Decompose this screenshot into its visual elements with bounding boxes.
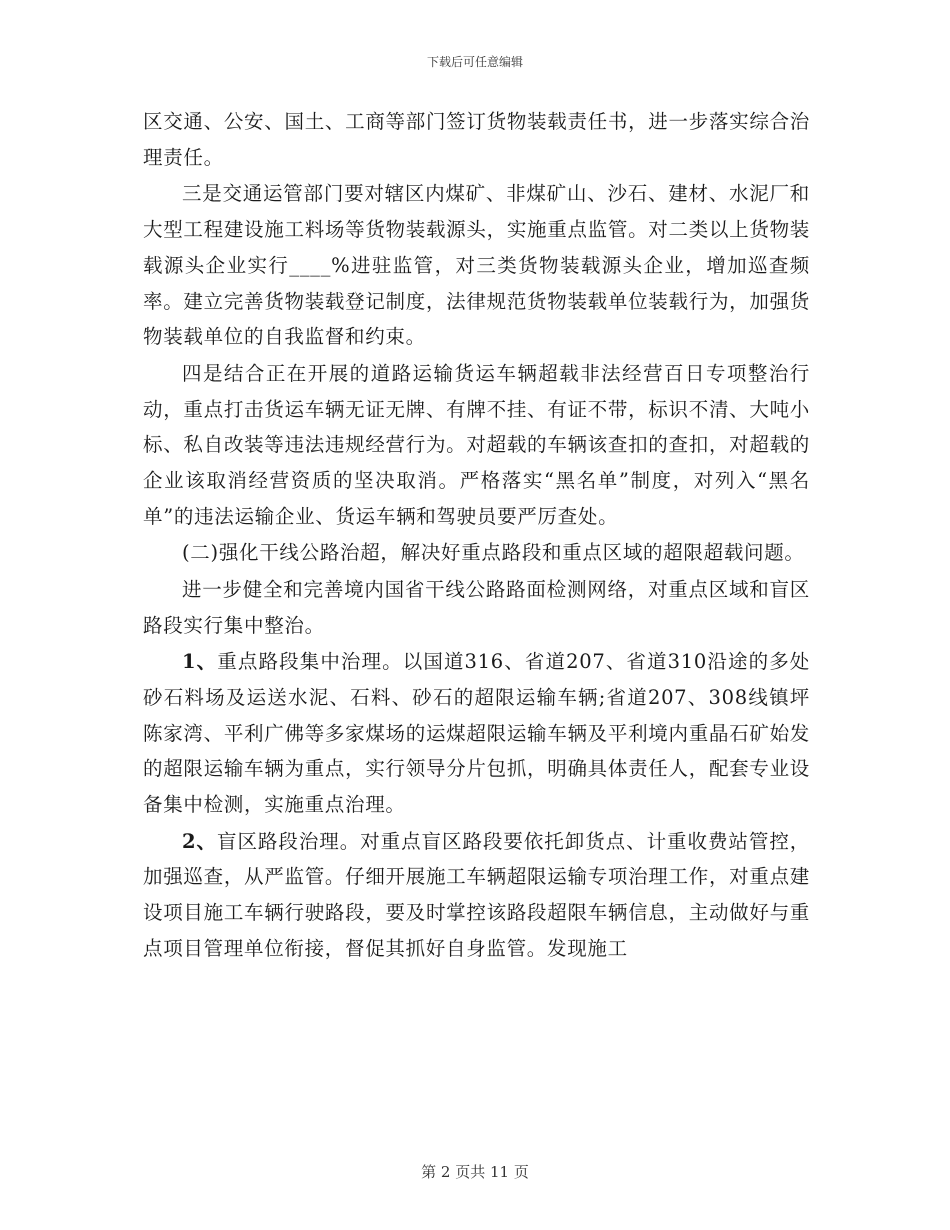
paragraph-2 xyxy=(143,176,810,355)
paragraph-4 xyxy=(143,535,810,571)
item-number: 2、 xyxy=(182,829,217,853)
paragraph-7 xyxy=(143,824,810,967)
item-number: 1、 xyxy=(182,649,218,673)
document-body xyxy=(143,104,810,967)
paragraph-text: 进一步健全和完善境内国省干线公路路面检测网络，对重点区域和盲区路段实行集中整治。 xyxy=(143,577,810,637)
paragraph-6 xyxy=(143,644,810,823)
page-number: 第 2 页共 11 页 xyxy=(421,1163,529,1181)
paragraph-text: 四是结合正在开展的道路运输货运车辆超载非法经营百日专项整治行动，重点打击货运车辆无证无牌、有牌不挂、有证不带，标识不清、大吨小标、私自改装等违法违规经营行为。对超载的车辆该查扣的查扣，对超载的企业该取消经营资质的坚决取消。严格落实“黑名单”制度，对列入“黑名单”的违法运输企业、货运车辆和驾驶员要严厉查处。 xyxy=(143,361,810,528)
paragraph-text: (二)强化干线公路治超，解决好重点路段和重点区域的超限超载问题。 xyxy=(182,541,805,565)
paragraph-text: 区交通、公安、国土、工商等部门签订货物装载责任书，进一步落实综合治理责任。 xyxy=(143,110,810,169)
page-header-note: 下载后可任意编辑 xyxy=(426,55,523,69)
paragraph-3 xyxy=(143,356,810,535)
paragraph-1 xyxy=(143,104,810,176)
paragraph-5 xyxy=(143,572,810,644)
paragraph-text: 盲区路段治理。对重点盲区路段要依托卸货点、计重收费站管控，加强巡查，从严监管。仔细开展施工车辆超限运输专项治理工作，对重点建设项目施工车辆行驶路段，要及时掌控该路段超限车辆信息，主动做好与重点项目管理单位衔接，督促其抓好自身监管。发现施工 xyxy=(143,829,810,960)
paragraph-text: 重点路段集中治理。以国道316、省道207、省道310沿途的多处砂石料场及运送水泥、石料、砂石的超限运输车辆;省道207、308线镇坪陈家湾、平利广佛等多家煤场的运煤超限运输车辆及平利境内重晶石矿始发的超限运输车辆为重点，实行领导分片包抓，明确具体责任人，配套专业设备集中检测，实施重点治理。 xyxy=(143,649,810,817)
paragraph-text: 三是交通运管部门要对辖区内煤矿、非煤矿山、沙石、建材、水泥厂和大型工程建设施工料场等货物装载源头，实施重点监管。对二类以上货物装载源头企业实行____%进驻监管，对三类货物装载源头企业，增加巡查频率。建立完善货物装载登记制度，法律规范货物装载单位装载行为，加强货物装载单位的自我监督和约束。 xyxy=(143,182,810,349)
